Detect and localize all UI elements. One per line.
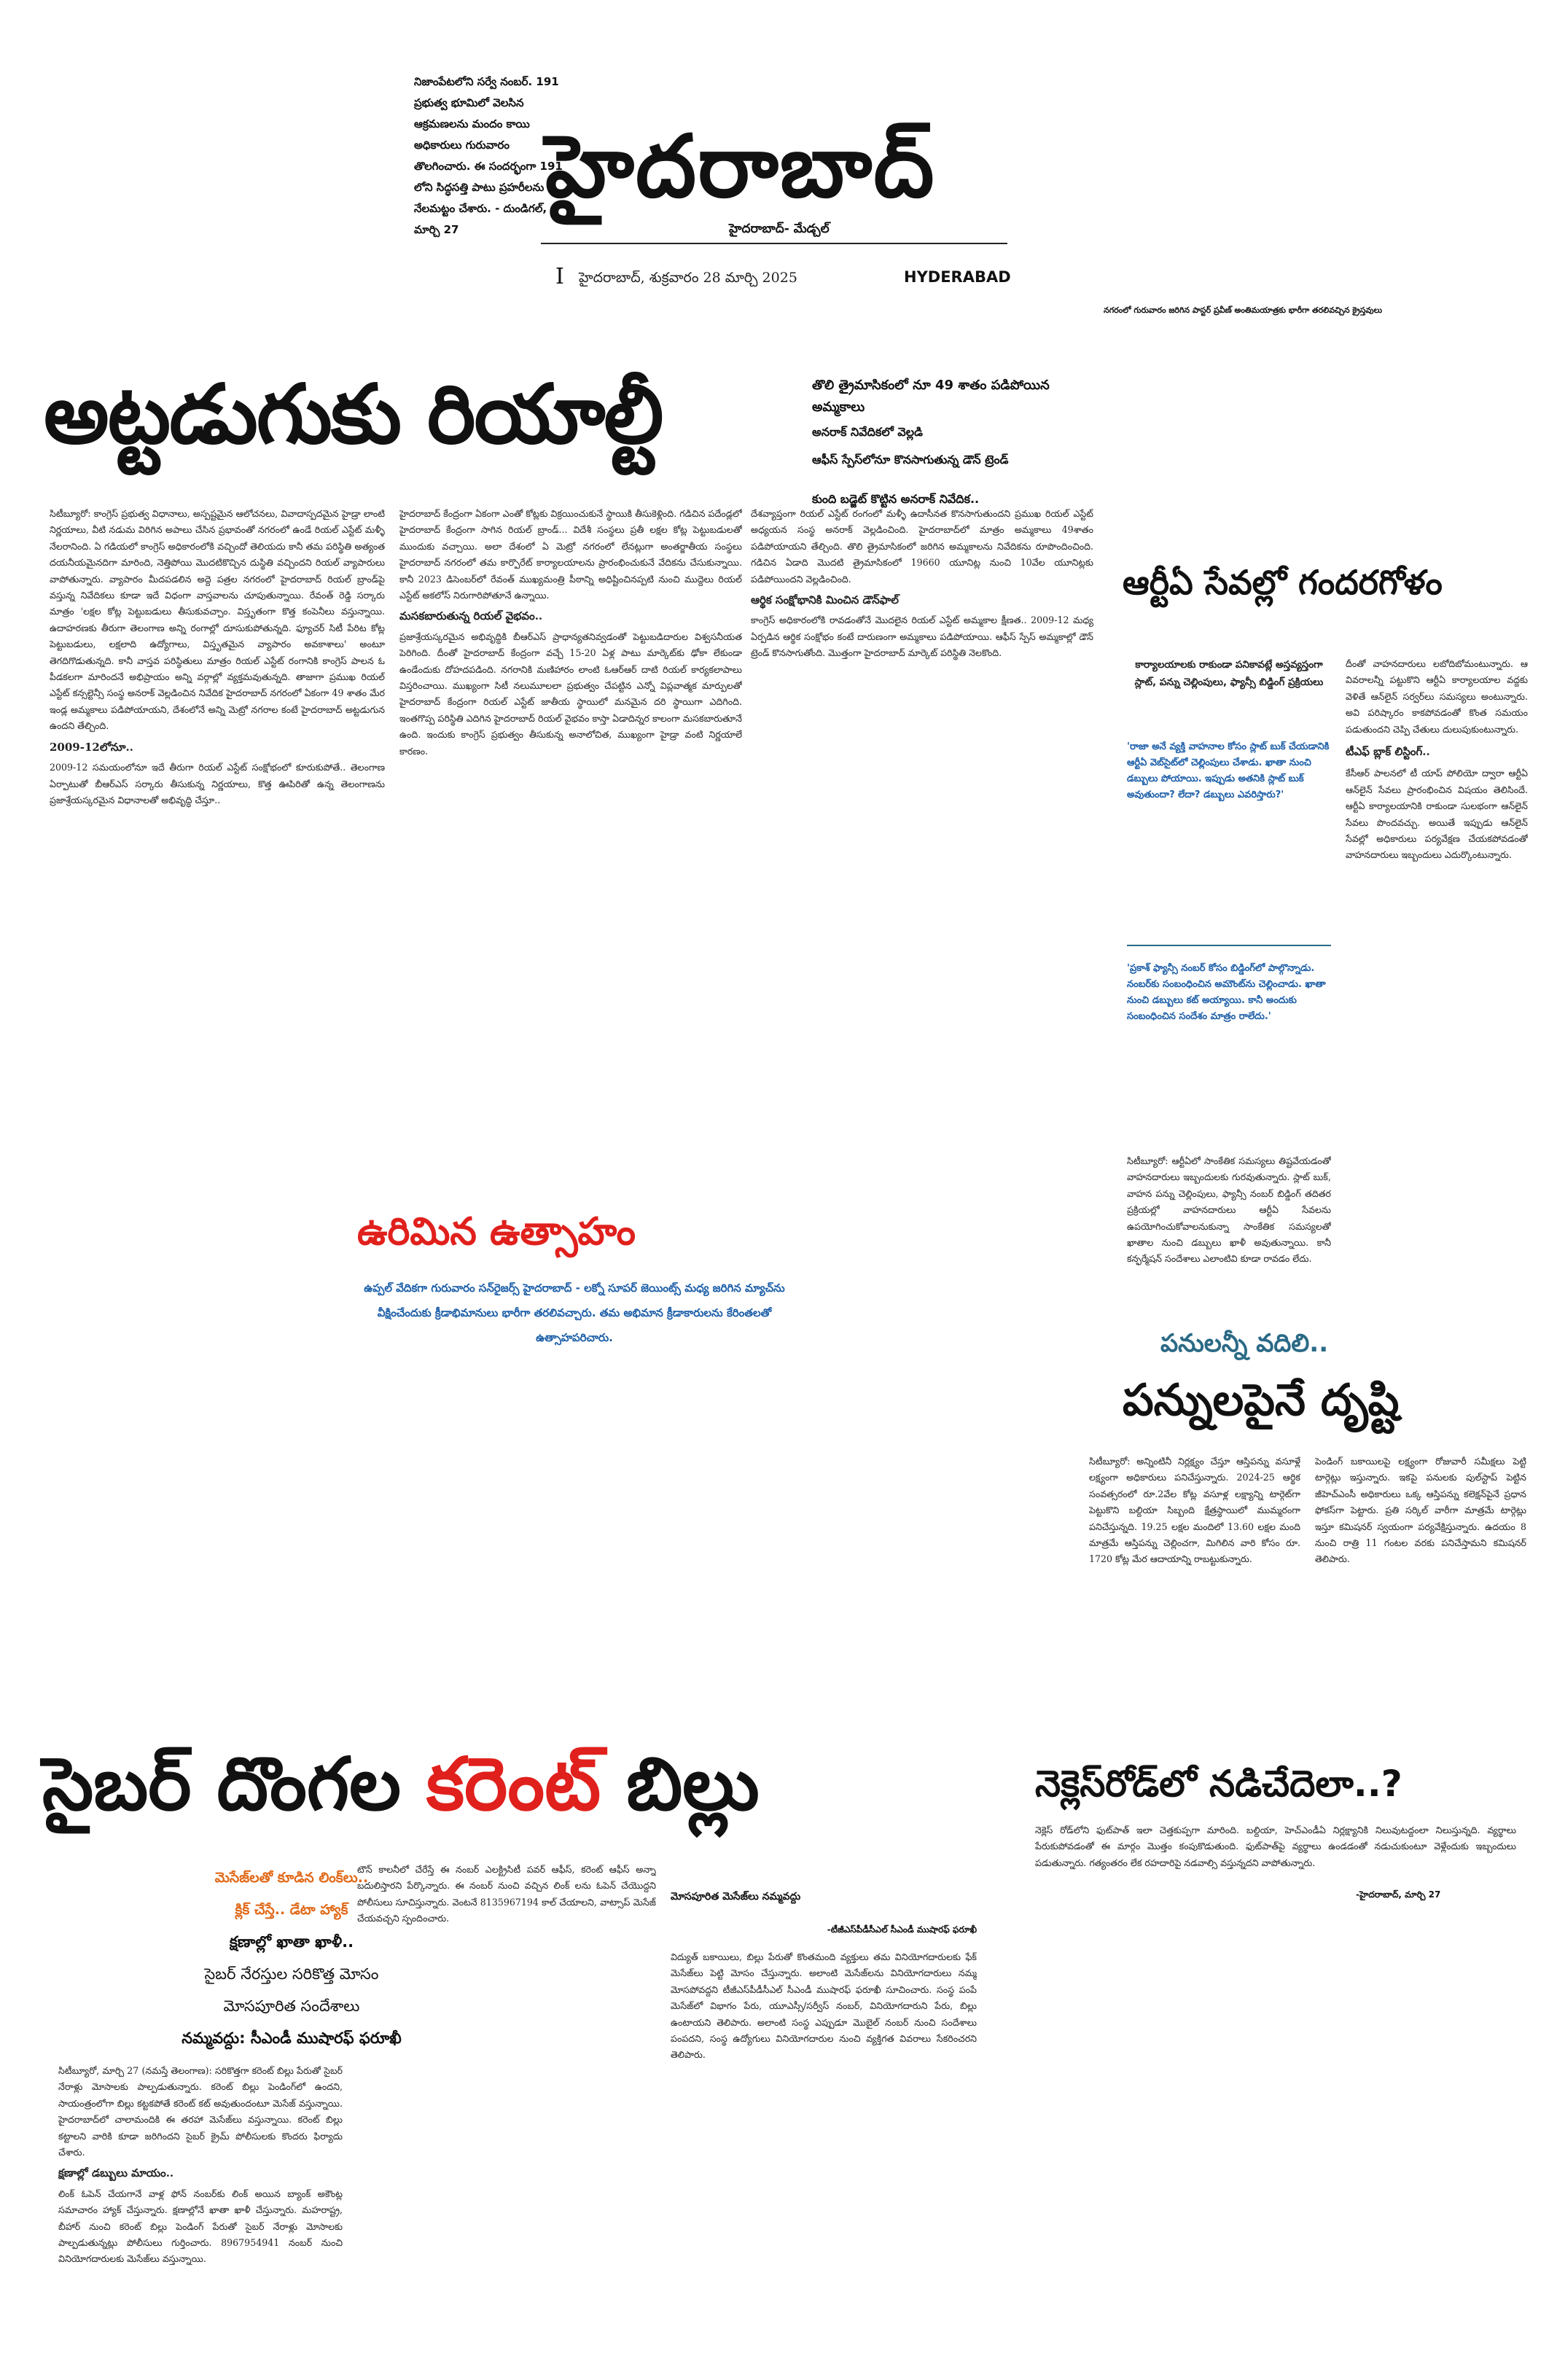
rta-headline: ఆర్టీఏ సేవల్లో గందరగోళం: [1123, 563, 1443, 602]
rta-column-2: [1346, 656, 1528, 1429]
lead-subhead-1: 2009-12లోనూ..: [50, 740, 133, 754]
rta-quote-divider: [1127, 945, 1331, 946]
rta-quote-2: 'ప్రకాశ్ ఫ్యాన్సీ నంబర్ కోసం బిడ్డింగ్‌లో పాల్గొన్నాడు. నంబర్‌కు సంబంధించిన అమౌంట్‌ను చెల్లించాడు. ఖాతా నుంచి డబ్బులు కట్ అయ్యాయి. కానీ అందుకు సంబంధించిన సందేశం మాత్రం రాలేదు.': [1127, 963, 1326, 1022]
masthead-subtitle: హైదరాబాద్- మేడ్చల్: [729, 222, 830, 236]
rta-column-1: సిటీబ్యూరో: ఆర్టీఏలో సాంకేతిక సమస్యలు తిష్టవేయడంతో వాహనదారులు ఇబ్బందులకు గురవుతున్నారు. స్లాట్ బుక్, వాహన పన్ను చెల్లింపులు, ఫ్యాన్సీ నంబర్ బిడ్డింగ్ తదితర ప్రక్రియల్లో వాహనదారులు ఆర్టీఏ సేవలను ఉపయోగించుకోవాలనుకున్నా సాంకేతిక సమస్యలతో ఖాతాల నుంచి డబ్బులు ఖాళీ అవుతున్నాయి. కానీ కన్ఫర్మేషన్ సందేశాలు ఎలాంటివి కూడా రావడం లేదు.: [1127, 1155, 1331, 1265]
cyber-headline-part-a: సైబర్ దొంగల: [42, 1741, 426, 1827]
cyber-deck-line: మెసేజ్‌లతో కూడిన లింక్‌లు..: [214, 1870, 369, 1886]
photo-caption: నగరంలో గురువారం జరిగిన పాస్టర్ ప్రవీణ్ అంతిమయాత్రకు భారీగా తరలివచ్చిన క్రైస్తవులు: [1104, 305, 1383, 315]
sports-caption: ఉప్పల్ వేదికగా గురువారం సన్‌రైజర్స్ హైదరాబాద్ - లక్నో సూపర్ జెయింట్స్ మధ్య జరిగిన మ్యాచ్‌ను వీక్షించేందుకు క్రీడాభిమానులు భారీగా తరలివచ్చారు. తమ అభిమాన క్రీడాకారులను కేరింతలతో ఉత్సాహపరిచారు.: [364, 1281, 785, 1344]
lead-bullet: కుంది బడ్జెట్ కొట్టిన అనరాక్ నివేదిక..: [812, 492, 980, 506]
rta-col2b-text: కేసీఆర్ పాలనలో టీ యాప్ పోలియో ద్వారా ఆర్టీఏ ఆన్‌లైన్ సేవలు ప్రారంభించిన విషయం తెలిసిందే. ఆర్టీఏ కార్యాలయానికి రాకుండా సులభంగా ఆన్‌లైన్ సేవలు పొందవచ్చు. అయితే ఇప్పుడు ఆన్‌లైన్ సేవల్లో అధికారులు పర్యవేక్షణ చేయకపోవడంతో వాహనదారులు ఇబ్బందులు ఎదుర్కొంటున్నారు.: [1346, 768, 1528, 861]
cyber-deck-line: నమ్మవద్దు: సీఎండీ ముషారఫ్ ఫరూఖీ: [182, 2029, 402, 2047]
lead-subhead-3: ఆర్థిక సంక్షోభానికి మించిన డౌన్‌ఫాల్: [751, 593, 899, 607]
dateline: హైదరాబాద్, శుక్రవారం 28 మార్చి 2025: [579, 270, 797, 286]
necklace-headline: నెక్లెస్‌రోడ్‌లో నడిచేదెలా..?: [1035, 1763, 1402, 1805]
rta-intro: కార్యాలయాలకు రాకుండా పనికావట్లే అస్తవ్యస్తంగా స్లాట్, పన్ను చెల్లింపులు, ఫ్యాన్సీ బిడ్డింగ్ ప్రక్రియలు: [1134, 659, 1324, 688]
lead-column-1: [50, 506, 385, 914]
masthead-side-note: నిజాంపేటలోని సర్వే నంబర్. 191 ప్రభుత్వ భూమిలో వెలసిన ఆక్రమణలను మందం కాయి అధికారులు గురువారం తొలగించారు. ఈ సందర్భంగా 191 లోని సిద్ధసత్తి పాటు ప్రహరీలను నేలమట్టం చేశారు. - దుండిగల్, మార్చి 27: [414, 75, 563, 236]
lead-col1b-text: 2009-12 సమయంలోనూ ఇదే తీరుగా రియల్ ఎస్టేట్ సంక్షోభంలో కూరుకుపోతే.. తెలంగాణ ఏర్పాటుతో బీఆర్‌ఎస్ సర్కారు తీసుకున్న నిర్ణయాలు, కొత్త ఊపిరితో ఉన్న తెలంగాణను ప్రజాశ్రేయస్కరమైన విధానాలతో అభివృద్ధి చేస్తూ..: [50, 762, 385, 805]
rta-quote-1: 'రాజా అనే వ్యక్తి వాహనాల కోసం స్లాట్ బుక్ చేయడానికి ఆర్టీఏ వెబ్‌సైట్‌లో చెల్లింపులు చేశాడు. ఖాతా నుంచి డబ్బులు పోయాయి. ఇప్పుడు అతనికి స్లాట్ బుక్ అవుతుందా? లేదా? డబ్బులు ఎవరిస్తారు?': [1127, 741, 1330, 800]
tax-headline: పన్నులపైనే దృష్టి: [1123, 1375, 1400, 1426]
cyber-col1-text: సిటీబ్యూరో, మార్చి 27 (నమస్తే తెలంగాణ): సరికొత్తగా కరెంట్ బిల్లు పేరుతో సైబర్ నేరాళ్లు మోసాలకు పాల్పడుతున్నారు. కరెంట్ బిల్లు పెండింగ్‌లో ఉందని, సాయంత్రంలోగా బిల్లు కట్టకపోతే కరెంట్ కట్ అవుతుందంటూ మెసేజ్ వస్తున్నాయి. హైదరాబాద్‌లో చాలామందికి ఈ తరహా మెసేజ్‌లు వస్తున్నాయి. కరెంట్ బిల్లు కట్టాలని వారికి కూడా జరిగిందని సైబర్ క్రైమ్ పోలీసులకు కొందరు ఫిర్యాదు చేశారు.: [58, 2065, 343, 2158]
cyber-byline: -టీజీఎస్‌పీడీసీఎల్ సీఎండీ ముషారఫ్ ఫరూఖీ: [827, 1924, 977, 1935]
cyber-deck-line: క్లిక్ చేస్తే.. డేటా హ్యాక్: [235, 1902, 348, 1918]
lead-col3b-text: కాంగ్రెస్ అధికారంలోకి రావడంతోనే మొదలైన రియల్ ఎస్టేట్ అమ్మకాల క్షీణత.. 2009-12 మధ్య ఏర్పడిన ఆర్థిక సంక్షోభం కంటే దారుణంగా అమ్మకాలు పడిపోయాయి. ఆఫీస్ స్పేస్ అమ్మకాల్లో డౌన్ ట్రెండ్ కొనసాగుతోంది. మొత్తంగా హైదరాబాద్ మార్కెట్ పరిస్థితి నెలకొంది.: [751, 614, 1093, 659]
lead-headline: అట్టడుగుకు రియాల్టీ: [44, 367, 663, 462]
lead-col1-text: సిటీబ్యూరో: కాంగ్రెస్ ప్రభుత్వ విధానాలు, అస్పష్టమైన ఆలోచనలు, వివాదాస్పదమైన హైడ్రా లాంటి నిర్ణయాలు, వీటి నడుమ విరిగిన అపాలు చేసిన ప్రభావంతో నగరంలో ఉండే రియల్ ఎస్టేట్ మళ్ళీ నేలరానింది. ఏ గడియలో కాంగ్రెస్ అధికారంలోకి వచ్చిందో తెలియదు కానీ తమ పరిస్థితి అత్యంత దయనీయమైనదిగా మారింది, నెత్తిపోయి మొదటికొచ్చిన దుస్థితి వచ్చిందని రియల్ వ్యాపారులు వాపోతున్నారు. వ్యాపారం మీదపడలిన అద్దె పత్రల నగరంలో హైదరాబాద్ రియల్ బ్రాండ్‌పై వస్తున్న నివేదికలు కూడా ఇదే విధంగా వాస్తవాలను చూపుతున్నాయి. రేవంత్ రెడ్డి సర్కారు మాత్రం 'లక్షల కోట్ల పెట్టుబడులు తీసుకువచ్చాం. విస్తృతంగా కొత్త కంపెనీలు వస్తున్నాయి. ఉదాహరణకు తీరుగా తెలంగాణ అన్ని రంగాల్లో దూసుకుపోతున్నది. ఫ్యూచర్ సిటీ పేరిట కోట్ల పెట్టుబడులు, లక్షలాది ఉద్యోగాలు, విస్తృతమైన వ్యాపారం అవకాశాలు' అంటూ తెగదిగొడుతున్నది. కానీ వాస్తవ పరిస్థితులు మాత్రం రియల్ ఎస్టేట్ రంగానికి కాంగ్రెస్ పాలన ఓ పీడకలగా మారిందనే అభిప్రాయం అన్ని వర్గాల్లో వ్యక్తమవుతున్నది. తాజాగా ప్రముఖ రియల్ ఎస్టేట్ కన్సల్టెన్సీ సంస్థ అనరాక్ వెల్లడించిన నివేదిక హైదరాబాద్ నగరంలో ఏకంగా 49 శాతం మేర ఇండ్ల అమ్మకాలు పడిపోయాయని, దేశంలోనే అన్ని మెట్రో నగరాల కంటే హైదరాబాద్ అట్టడుగున ఉందని తేల్చింది.: [50, 508, 385, 732]
sports-headline: ఉరిమిన ఉత్సాహం: [357, 1210, 636, 1254]
cyber-column-3: విద్యుత్ బకాయిలు, బిల్లు పేరుతో కొంతమంది వ్యక్తులు తమ వినియోగదారులకు ఫేక్ మెసేజ్‌లు పెట్టి మోసం చేస్తున్నారు. అలాంటి మెసేజ్‌లను వినియోగదారులు నమ్మ మోసపోవద్దని టీజీఎస్‌పీడీసీఎల్ సీఎండీ ముషారఫ్ ఫరూఖీ సూచించారు. సంస్థ పంపే మెసేజ్‌లో విభాగం పేరు, యూఎస్సీ/సర్వీస్ నంబర్, వినియోగదారుని పేరు, బిల్లు ఉంటాయని తెలిపారు. అలాంటి సంస్థ ఎప్పుడూ మొబైల్ నంబర్ నుంచి సందేశాలు పంపదని, సంస్థ ఉద్యోగులు వినియోగదారుల నుంచి వ్యక్తిగత వివరాలు సేకరించరని తెలిపారు.: [671, 1951, 977, 2061]
cyber-headline: [42, 1733, 760, 1835]
rta-subhead: టీఎఫ్ బ్లాక్ లిస్టింగ్..: [1346, 745, 1430, 759]
tax-column-2: పెండింగ్ బకాయిలపై లక్ష్యంగా రోజువారీ సమీక్షలు పెట్టి టార్గెట్లు ఇస్తున్నారు. ఇకపై పనులకు పుల్‌స్టాప్ పెట్టిన జీహెచ్‌ఎంసీ అధికారులు ఒక్క ఆస్తిపన్ను కలెక్షన్‌పైనే ప్రధాన ఫోకస్‌గా పెట్టారు. ప్రతి సర్కిల్ వారీగా మాత్రమే టార్గెట్లు ఇస్తూ కమిషనర్ స్వయంగా పర్యవేక్షిస్తున్నారు. ఉదయం 8 నుంచి రాత్రి 11 గంటల వరకు పనిచేస్తామని కమిషనర్ తెలిపారు.: [1315, 1456, 1526, 1565]
rta-col2-text: దీంతో వాహనదారులు లబోదిబోమంటున్నారు. ఆ వివరాలన్నీ పట్టుకొని ఆర్టీఏ కార్యాలయాల వద్దకు వెళితే ఆన్‌లైన్ సర్వర్‌లు సమస్యలు అంటున్నారు. అవి పరిష్కారం కాకపోవడంతో కొంత సమయం పడుతుందని చెప్పి చేతులు దులుపుకుంటున్నారు.: [1346, 658, 1528, 735]
cyber-column-2: [357, 1862, 656, 2354]
lead-subhead-2: మసకబారుతున్న రియల్ వైభవం..: [399, 609, 543, 623]
lead-column-2: [399, 506, 742, 914]
lead-col2b-text: ప్రజాశ్రేయస్కరమైన అభివృద్ధికి బీఆర్‌ఎస్ ప్రాధాన్యతనివ్వడంతో పెట్టుబడిదారుల విశ్వసనీయత పెరిగింది. దీంతో హైదరాబాద్ కేంద్రంగా వచ్చే 15-20 ఏళ్ల పాటు మార్కెట్‌కు ఢోకా లేకుండా ఉండేందుకు దోహదపడింది. నగరానికి మణిహారం లాంటి ఓఆర్‌ఆర్ దాటి రియల్ కార్యకలాపాలు విస్తరించాయి. ముఖ్యంగా సిటీ నలుమూలలా ప్రభుత్వం చేపట్టిన ఎన్నో విప్లవాత్మక మార్పులతో హైదరాబాద్ కేంద్రంగా రియల్ ఎస్టేట్ జాతీయ స్థాయిలో మనమైన దరి స్థాయిగా ఎదిగింది. ఇంతగొప్ప పరిస్థితి ఎదిగిన హైదరాబాద్ రియల్ వైభవం కాస్తా ఏడాదిన్నర కాలంగా మసకబారుతూనే ఉంది. ఇందుకు కాంగ్రెస్ ప్రభుత్వం తీసుకున్న అనాలోచిత, ముఖ్యంగా హైడ్రా వంటి నిర్ణయాలే కారణం.: [399, 631, 742, 757]
cyber-column-1: [58, 2063, 343, 2354]
edition-label: HYDERABAD: [904, 268, 1011, 286]
masthead-rule-top: [541, 243, 1007, 244]
page-number: I: [555, 264, 564, 289]
lead-bullet: అనరాక్ నివేదికలో వెల్లడి: [812, 425, 923, 439]
lead-column-3: [751, 506, 1093, 914]
lead-col2-text: హైదరాబాద్ కేంద్రంగా ఏకంగా ఎంతో కోట్లకు విక్రయించుకునే స్థాయికి తీసుకెళ్లింది. గడిచిన పదేండ్లలో హైదరాబాద్ కేంద్రంగా సాగిన రియల్ బ్రాండ్... విదేశీ సంస్థలు ప్రతీ లక్షల కోట్ల పెట్టుబడులతో ముందుకు వచ్చాయి. అలా దేశంలో ఏ మెట్రో నగరంలో లేనట్లుగా అంతర్జాతీయ సంస్థలు హైదరాబాద్ నగరంలో తమ కార్పొరేట్ కార్యాలయాలను ప్రారంభించుకునే వేదికను చేసుకున్నాయి. కానీ 2023 డిసెంబర్‌లో రేవంత్ ముఖ్యమంత్రి పీఠాన్ని అధిష్టించినప్పటి నుంచి ముద్దెలు రియల్ ఎస్టేట్ అకలోస్ నిరుగారిపోతూనే ఉన్నాయి.: [399, 508, 742, 601]
lead-bullet: ఆఫీస్ స్పేస్‌లోనూ కొనసాగుతున్న డౌన్ ట్రెండ్: [812, 453, 1009, 467]
cyber-deck-line: మోసపూరిత సందేశాలు: [223, 1997, 360, 2015]
cyber-subhead-2: మోసపూరిత మెసేజ్‌లు నమ్మవద్దు: [671, 1891, 801, 1903]
lead-col3-text: దేశవ్యాప్తంగా రియల్ ఎస్టేట్ రంగంలో మళ్ళీ ఉదాసీనత కొనసాగుతుందని ప్రముఖ రియల్ ఎస్టేట్ అధ్యయన సంస్థ అనరాక్ వెల్లడించింది. హైదరాబాద్‌లో మాత్రం అమ్మకాలు 49శాతం పడిపోయాయని తేల్చింది. తొలి త్రైమాసికంలో జరిగిన అమ్మకాలను నివేదికను రూపొందించింది. గడిచిన ఏడాది మొదటి త్రైమాసికంలో 19660 యూనిట్ల నుంచి 10వేల యూనిట్లకు పడిపోయిందని వెల్లడించింది.: [751, 508, 1093, 585]
cyber-subhead: క్షణాల్లో డబ్బులు మాయం..: [58, 2166, 174, 2180]
lead-bullet: తొలి త్రైమాసికంలో నూ 49 శాతం పడిపోయిన అమ్మకాలు: [812, 378, 1050, 415]
tax-column-1: సిటీబ్యూరో: అన్నింటినీ నిర్లక్ష్యం చేస్తూ ఆస్తిపన్ను వసూళ్లే లక్ష్యంగా అధికారులు పనిచేస్తున్నారు. 2024-25 ఆర్థిక సంవత్సరంలో రూ.2వేల కోట్ల వసూళ్ల లక్ష్యాన్ని టార్గెట్‌గా పెట్టుకొని బల్దియా సిబ్బంది క్షేత్రస్థాయిలో ముమ్మరంగా పనిచేస్తున్నది. 19.25 లక్షల మందిలో 13.60 లక్షల మంది మాత్రమే ఆస్తిపన్ను చెల్లించగా, మిగిలిన వారి కోసం రూ. 1720 కోట్ల మేర ఆదాయాన్ని రాబట్టుకున్నారు.: [1089, 1456, 1300, 1565]
tax-kicker: పనులన్నీ వదిలి..: [1160, 1329, 1329, 1358]
masthead-title: హైదరాబాద్: [545, 116, 936, 216]
cyber-headline-part-b: కరెంట్: [426, 1741, 601, 1827]
cyber-col1b-text: లింక్ ఓపెన్ చేయగానే వాళ్ల ఫోన్ నంబర్‌కు లింక్ అయిన బ్యాంక్ అకౌంట్ల సమాచారం హ్యాక్ చేస్తున్నారు. క్షణాల్లోనే ఖాతా ఖాళీ చేస్తున్నారు. మహరాష్ట్ర, బీహార్ నుంచి కరెంట్ బిల్లు పెండింగ్ పేరుతో సైబర్ నేరాళ్లు మోసాలకు పాల్పడుతున్నట్లు పోలీసులు గుర్తించారు. 8967954941 నంబర్ నుంచి వినియోగదారులకు మెసేజ్‌లు వస్తున్నాయి.: [58, 2188, 343, 2265]
cyber-deck-line: సైబర్ నేరస్తుల సరికొత్త మోసం: [204, 1965, 379, 1983]
necklace-body: నెక్లెస్ రోడ్‌లోని ఫుట్‌పాత్ ఇలా చెత్తకుప్పగా మారింది. బల్దియా, హెచ్‌ఎండీఏ నిర్లక్ష్యానికి నిలువుటద్దంలా నిలుస్తున్నది. వ్యర్థాలు పేరుకుపోవడంతో ఈ మార్గం మొత్తం కంపుకొడుతుంది. ఫుట్‌పాత్‌పై వ్యర్థాలు ఉండడంతో నడుచుకుంటూ వెళ్లేందుకు ఇబ్బందులు పడుతున్నారు. గత్యంతరం లేక రహదారిపై నడవాల్సి వస్తున్నదని వాపోతున్నారు.: [1035, 1825, 1516, 1868]
cyber-deck-line: క్షణాల్లో ఖాతా ఖాళీ..: [229, 1933, 354, 1951]
cyber-headline-part-c: బిల్లు: [601, 1741, 760, 1827]
cyber-col2-text: టౌన్ కాలనీలో చేరేస్తే ఈ నంబర్ ఎలక్ట్రిసిటీ పవర్ ఆఫీస్, కరెంట్ ఆఫీస్ అన్నా బదులిస్తారని పేర్కొన్నారు. ఈ నంబర్ నుంచి వచ్చిన లింక్ లను ఓపెన్ చేయొద్దని పోలీసులు సూచిస్తున్నారు. వెంటనే 8135967194 కాల్ చేయాలని, వాట్సాప్ మెసేజ్ చేయవచ్చని స్పందించారు.: [357, 1864, 656, 1924]
necklace-credit: -హైదరాబాద్, మార్చి 27: [1356, 1889, 1441, 1900]
